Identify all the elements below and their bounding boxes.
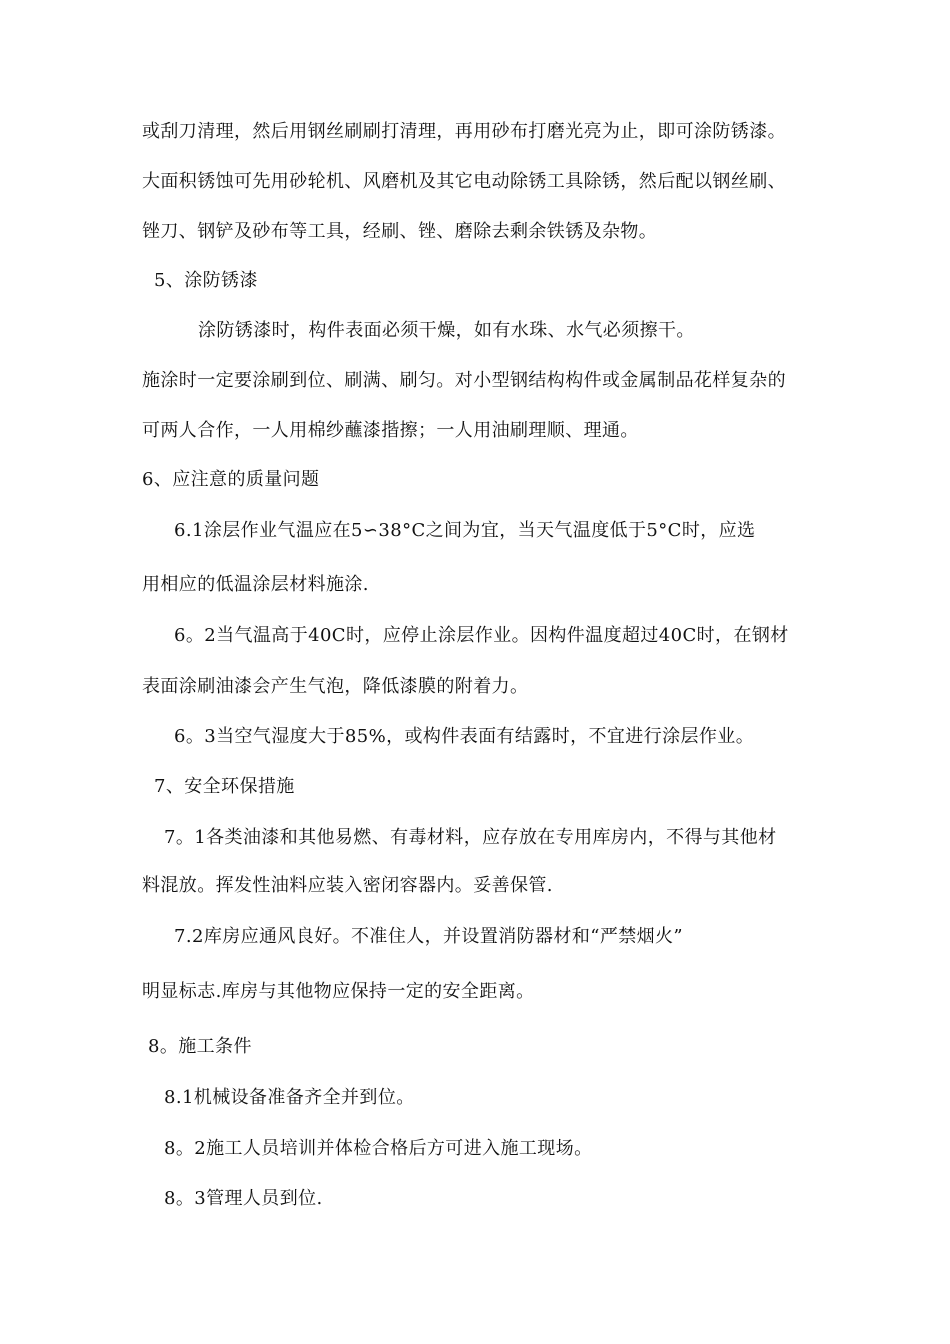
text-line-10: 用相应的低温涂层材料施涂.: [142, 574, 369, 595]
text-line-6: 施涂时一定要涂刷到位、刷满、刷匀。对小型钢结构构件或金属制品花样复杂的: [142, 370, 786, 391]
text-line-3: 锉刀、钢铲及砂布等工具，经刷、锉、磨除去剩余铁锈及杂物。: [142, 221, 658, 242]
section-heading-8: 8。施工条件: [148, 1036, 252, 1057]
text-line-9: 6.1涂层作业气温应在5∽38°C之间为宜，当天气温度低于5°C时，应选: [174, 520, 756, 541]
text-line-13: 6。3当空气湿度大于85%，或构件表面有结露时，不宜进行涂层作业。: [174, 726, 755, 747]
text-line-12: 表面涂刷油漆会产生气泡，降低漆膜的附着力。: [142, 676, 529, 697]
text-line-1: 或刮刀清理，然后用钢丝刷刷打清理，再用砂布打磨光亮为止，即可涂防锈漆。: [142, 121, 786, 142]
text-line-5: 涂防锈漆时，构件表面必须干燥，如有水珠、水气必须擦干。: [198, 320, 695, 341]
text-line-2: 大面积锈蚀可先用砂轮机、风磨机及其它电动除锈工具除锈，然后配以钢丝刷、: [142, 171, 786, 192]
text-line-22: 8。3管理人员到位.: [164, 1188, 323, 1209]
section-heading-5: 5、涂防锈漆: [154, 270, 258, 291]
text-line-7: 可两人合作，一人用棉纱蘸漆揩擦；一人用油刷理顺、理通。: [142, 420, 639, 441]
text-line-15: 7。1各类油漆和其他易燃、有毒材料，应存放在专用库房内，不得与其他材: [164, 827, 777, 848]
section-heading-7: 7、安全环保措施: [154, 776, 295, 797]
text-line-18: 明显标志.库房与其他物应保持一定的安全距离。: [142, 981, 535, 1002]
text-line-17: 7.2库房应通风良好。不准住人，并设置消防器材和“严禁烟火”: [174, 926, 684, 947]
text-line-20: 8.1机械设备准备齐全并到位。: [164, 1087, 415, 1108]
text-line-21: 8。2施工人员培训并体检合格后方可进入施工现场。: [164, 1138, 593, 1159]
text-line-11: 6。2当气温高于40C时，应停止涂层作业。因构件温度超过40C时，在钢材: [174, 625, 789, 646]
text-line-16: 料混放。挥发性油料应装入密闭容器内。妥善保管.: [142, 875, 553, 896]
section-heading-6: 6、应注意的质量问题: [142, 469, 320, 490]
